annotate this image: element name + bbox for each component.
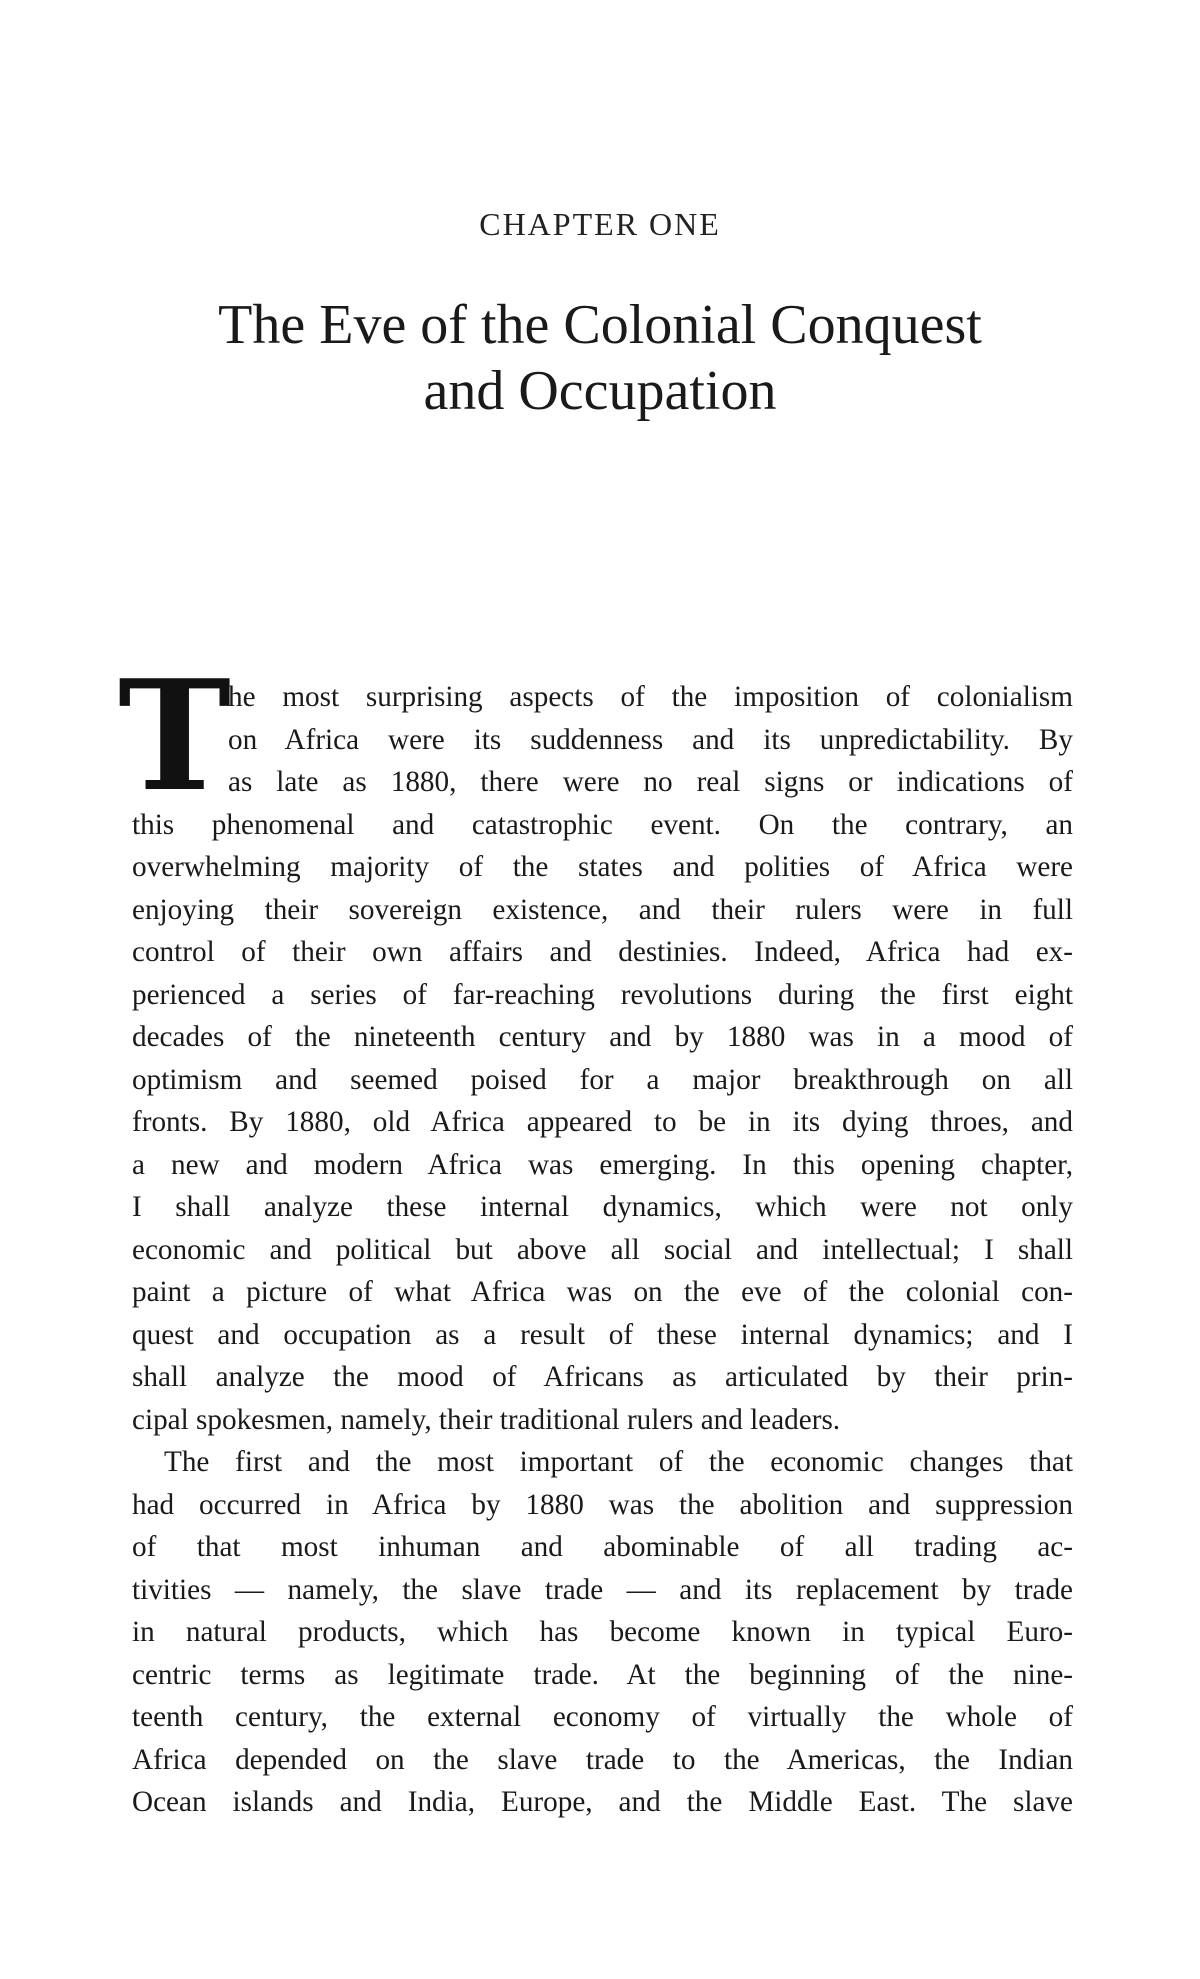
drop-cap: T (118, 646, 232, 825)
text-line: Ocean islands and India, Europe, and the Middle East. The slave (132, 1786, 1073, 1818)
text-line: paint a picture of what Africa was on the eve of the colonial con- (132, 1276, 1073, 1308)
text-line: decades of the nineteenth century and by 1880 was in a mood of (132, 1021, 1073, 1053)
text-line: overwhelming majority of the states and polities of Africa were (132, 851, 1073, 883)
text-line: on Africa were its suddenness and its unpredictability. By (228, 723, 1073, 756)
chapter-title-line-1: The Eve of the Colonial Conquest (218, 294, 982, 356)
text-line: centric terms as legitimate trade. At the beginning of the nine- (132, 1658, 1073, 1691)
text-line: a new and modern Africa was emerging. In this opening chapter, (132, 1148, 1073, 1181)
chapter-title (0, 292, 1200, 424)
text-line: shall analyze the mood of Africans as articulated by their prin- (132, 1361, 1073, 1393)
text-line: The first and the most important of the economic changes that (164, 1446, 1073, 1478)
text-line: of that most inhuman and abominable of all trading ac- (132, 1531, 1073, 1563)
text-line: quest and occupation as a result of these internal dynamics; and I (132, 1318, 1073, 1351)
text-line: this phenomenal and catastrophic event. On the contrary, an (132, 808, 1073, 841)
text-line: perienced a series of far-reaching revolutions during the first eight (132, 978, 1073, 1011)
chapter-label: CHAPTER ONE (479, 206, 721, 242)
text-line: had occurred in Africa by 1880 was the abolition and suppression (132, 1488, 1073, 1521)
text-line: economic and political but above all social and intellectual; I shall (132, 1233, 1073, 1266)
paragraph-1 (132, 676, 1073, 1441)
body-text (118, 646, 1073, 1824)
text-line: I shall analyze these internal dynamics, which were not only (132, 1191, 1073, 1223)
text-line: optimism and seemed poised for a major breakthrough on all (132, 1063, 1073, 1096)
text-line: he most surprising aspects of the imposition of colonialism (228, 681, 1073, 713)
text-line: as late as 1880, there were no real signs or indications of (228, 766, 1073, 798)
text-line: enjoying their sovereign existence, and their rulers were in full (132, 893, 1073, 926)
paragraph-2 (132, 1441, 1073, 1824)
text-line: in natural products, which has become known in typical Euro- (132, 1616, 1073, 1648)
text-line: Africa depended on the slave trade to the Americas, the Indian (132, 1743, 1073, 1776)
text-line: cipal spokesmen, namely, their traditional rulers and leaders. (132, 1403, 841, 1436)
text-line: tivities — namely, the slave trade — and its replacement by trade (132, 1573, 1073, 1606)
text-line: teenth century, the external economy of virtually the whole of (132, 1701, 1073, 1733)
text-line: control of their own affairs and destinies. Indeed, Africa had ex- (132, 936, 1073, 968)
chapter-title-line-2: and Occupation (423, 360, 777, 422)
text-line: fronts. By 1880, old Africa appeared to be in its dying throes, and (132, 1106, 1073, 1138)
